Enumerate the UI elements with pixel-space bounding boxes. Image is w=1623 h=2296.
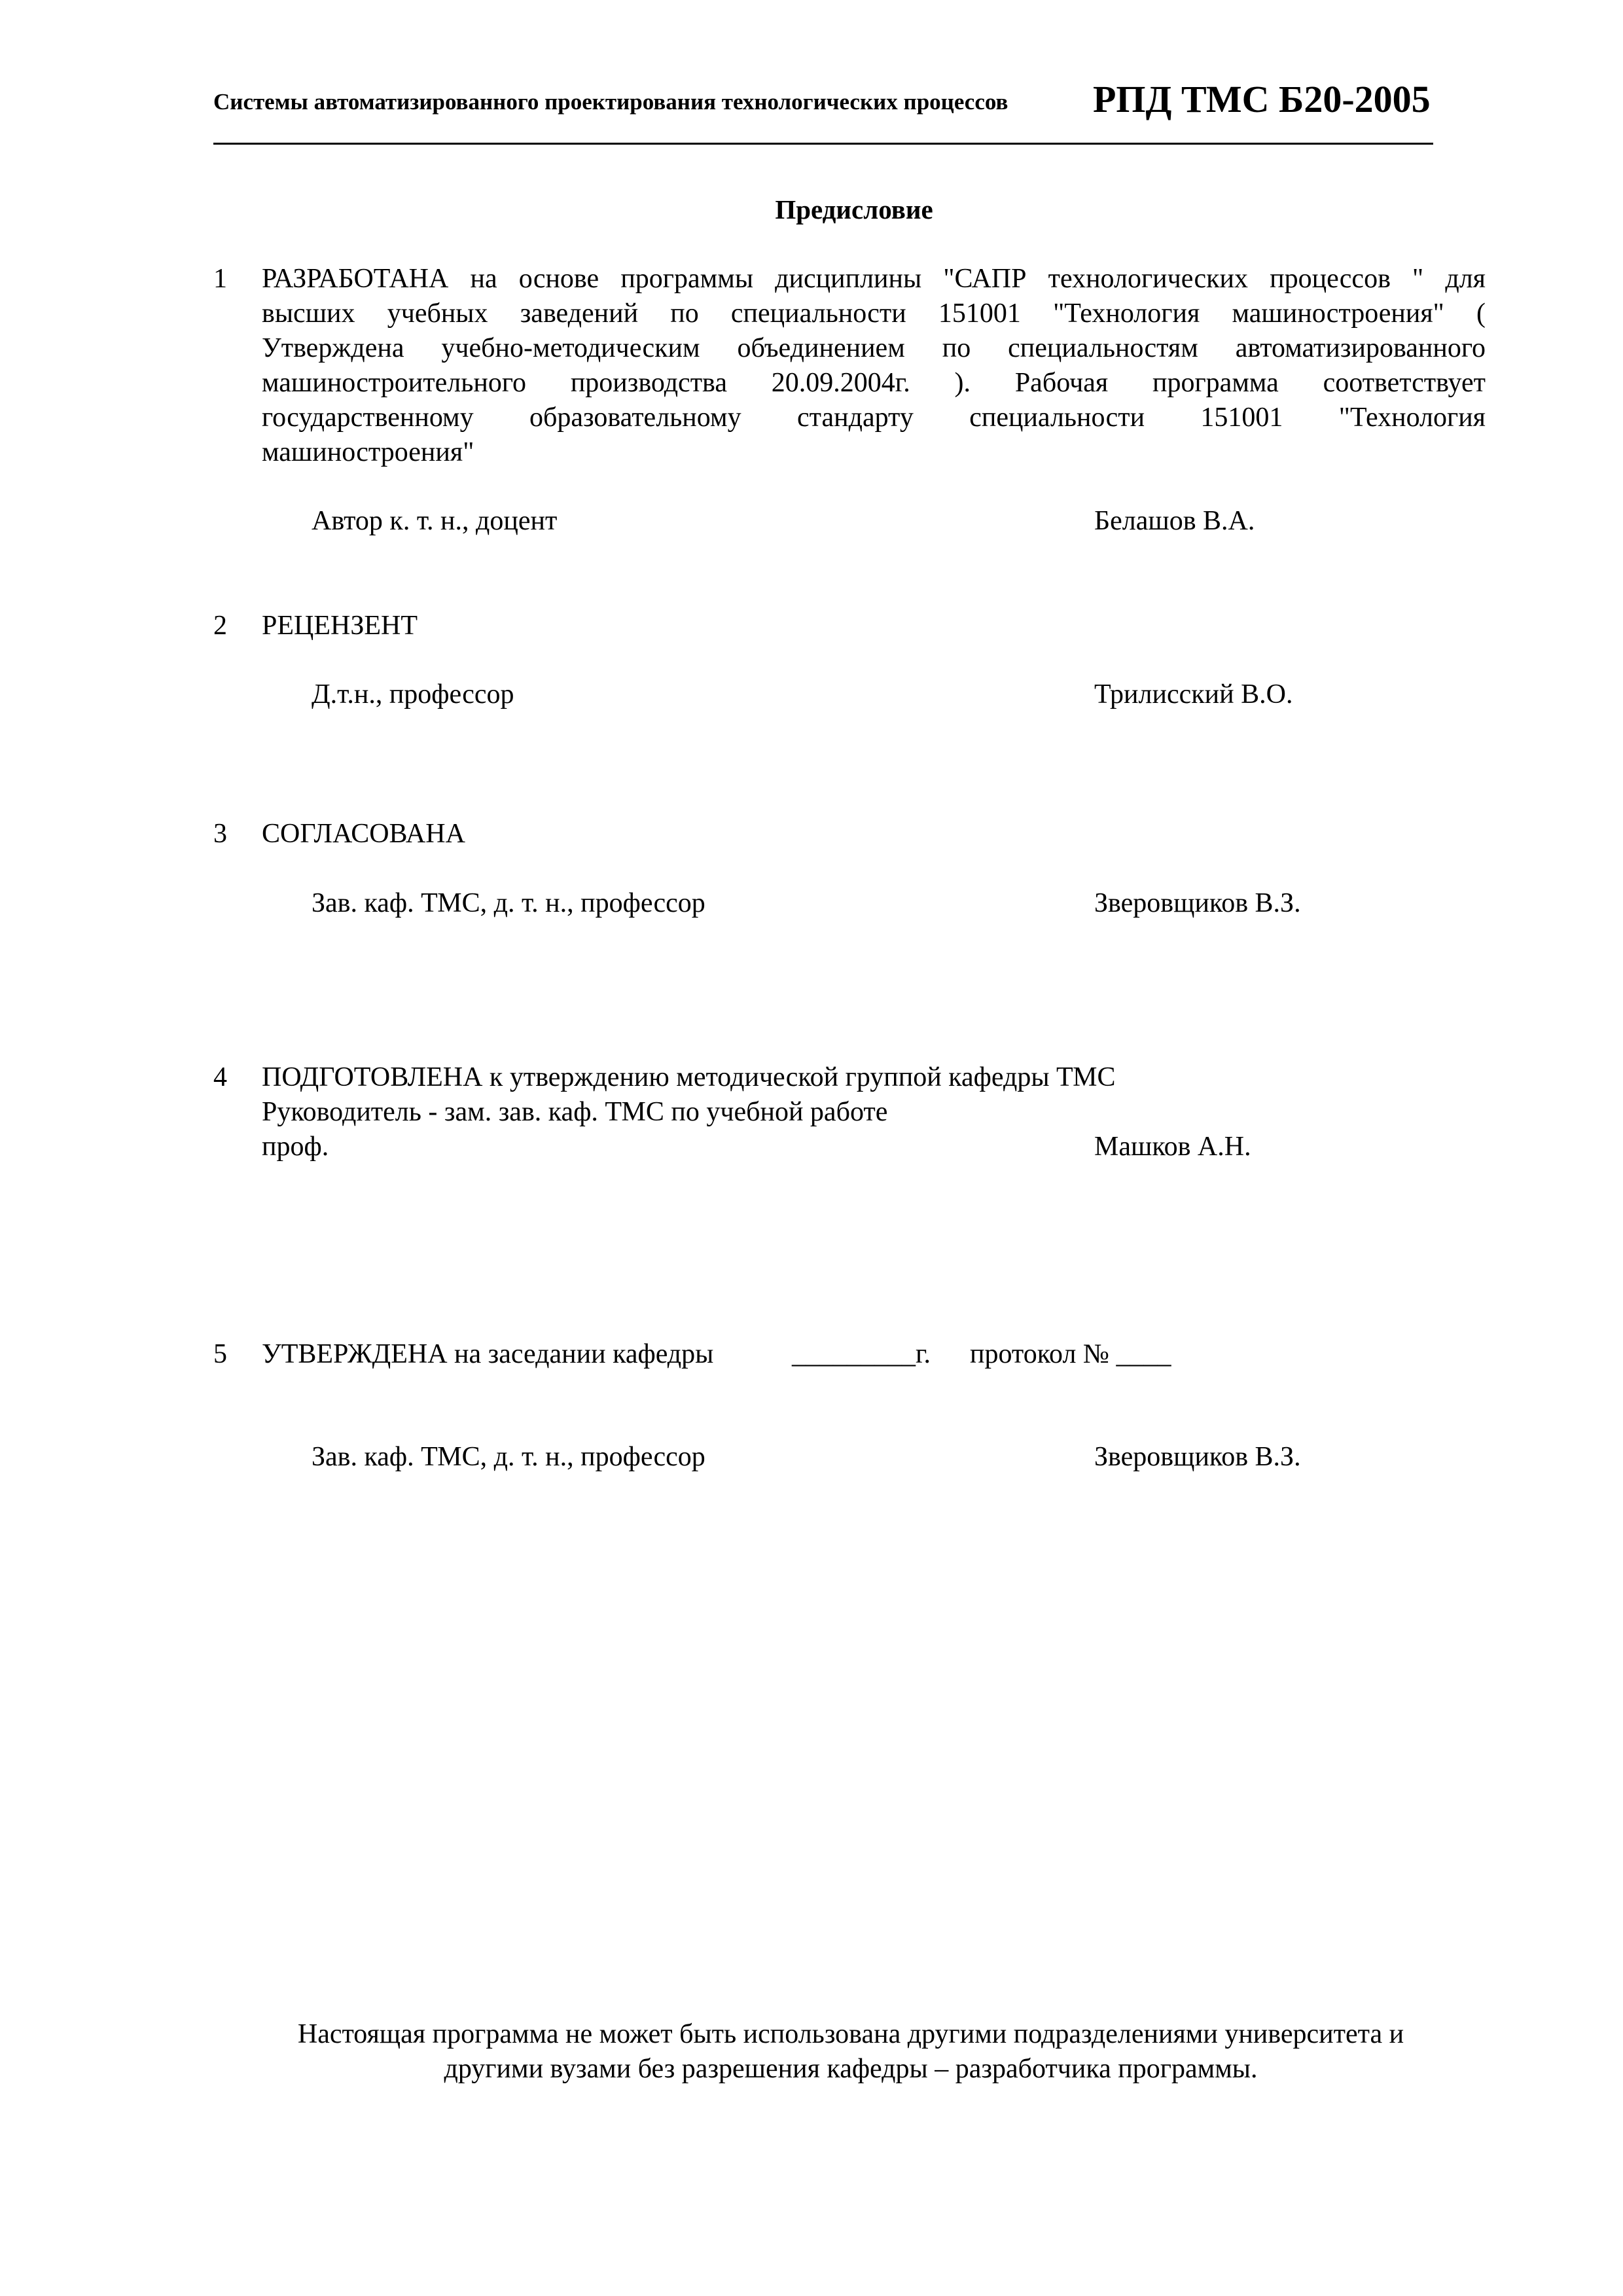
section-5-date-blank: _________г. [792,1339,931,1369]
section-1-line: РАЗРАБОТАНА на основе программы дисциплины "САПР технологических процессов " для [262,264,1486,294]
page-title: Предисловие [775,194,933,224]
section-5-protocol: протокол № ____ [970,1339,1171,1369]
section-2-person: Трилисский В.О. [1094,679,1293,709]
header-doc-code: РПД ТМС Б20-2005 [1093,78,1431,120]
section-4-line-1: ПОДГОТОВЛЕНА к утверждению методической группой кафедры ТМС [262,1062,1116,1092]
footer-line-1: Настоящая программа не может быть использована другими подразделениями университета и [297,2019,1404,2049]
section-3-heading: СОГЛАСОВАНА [262,819,465,849]
section-1-line: машиностроения" [262,437,474,467]
section-3-number: 3 [213,819,227,849]
section-1-line: машиностроительного производства 20.09.2004г. ). Рабочая программа соответствует [262,368,1486,398]
section-5-person: Зверовщиков В.З. [1094,1442,1301,1472]
section-2-heading: РЕЦЕНЗЕНТ [262,611,418,641]
section-4-person: Машков А.Н. [1094,1132,1251,1162]
section-5-heading: УТВЕРЖДЕНА на заседании кафедры [262,1339,714,1369]
section-1-paragraph [262,262,1486,470]
section-3-person: Зверовщиков В.З. [1094,888,1301,918]
header-subject: Системы автоматизированного проектирования технологических процессов [213,89,1008,115]
section-1-line: государственному образовательному стандарту специальности 151001 "Технология [262,403,1486,433]
section-4-line-2: Руководитель - зам. зав. каф. ТМС по учебной работе [262,1097,888,1127]
footer-notice [0,2017,1623,2087]
footer-line-2: другими вузами без разрешения кафедры – разработчика программы. [444,2054,1258,2084]
section-4-line-3: проф. [262,1132,329,1162]
section-2-role: Д.т.н., профессор [312,679,514,709]
section-3-role: Зав. каф. ТМС, д. т. н., профессор [312,888,705,918]
header-rule [213,143,1433,145]
section-1-line: Утверждена учебно-методическим объединением по специальностям автоматизированного [262,333,1486,363]
section-1-number: 1 [213,264,227,294]
section-4-number: 4 [213,1062,227,1092]
section-1-person: Белашов В.А. [1094,506,1255,536]
section-5-role: Зав. каф. ТМС, д. т. н., профессор [312,1442,705,1472]
section-1-line: высших учебных заведений по специальности 151001 "Технология машиностроения" ( [262,298,1486,329]
section-1-role: Автор к. т. н., доцент [312,506,558,536]
section-2-number: 2 [213,611,227,641]
section-5-number: 5 [213,1339,227,1369]
